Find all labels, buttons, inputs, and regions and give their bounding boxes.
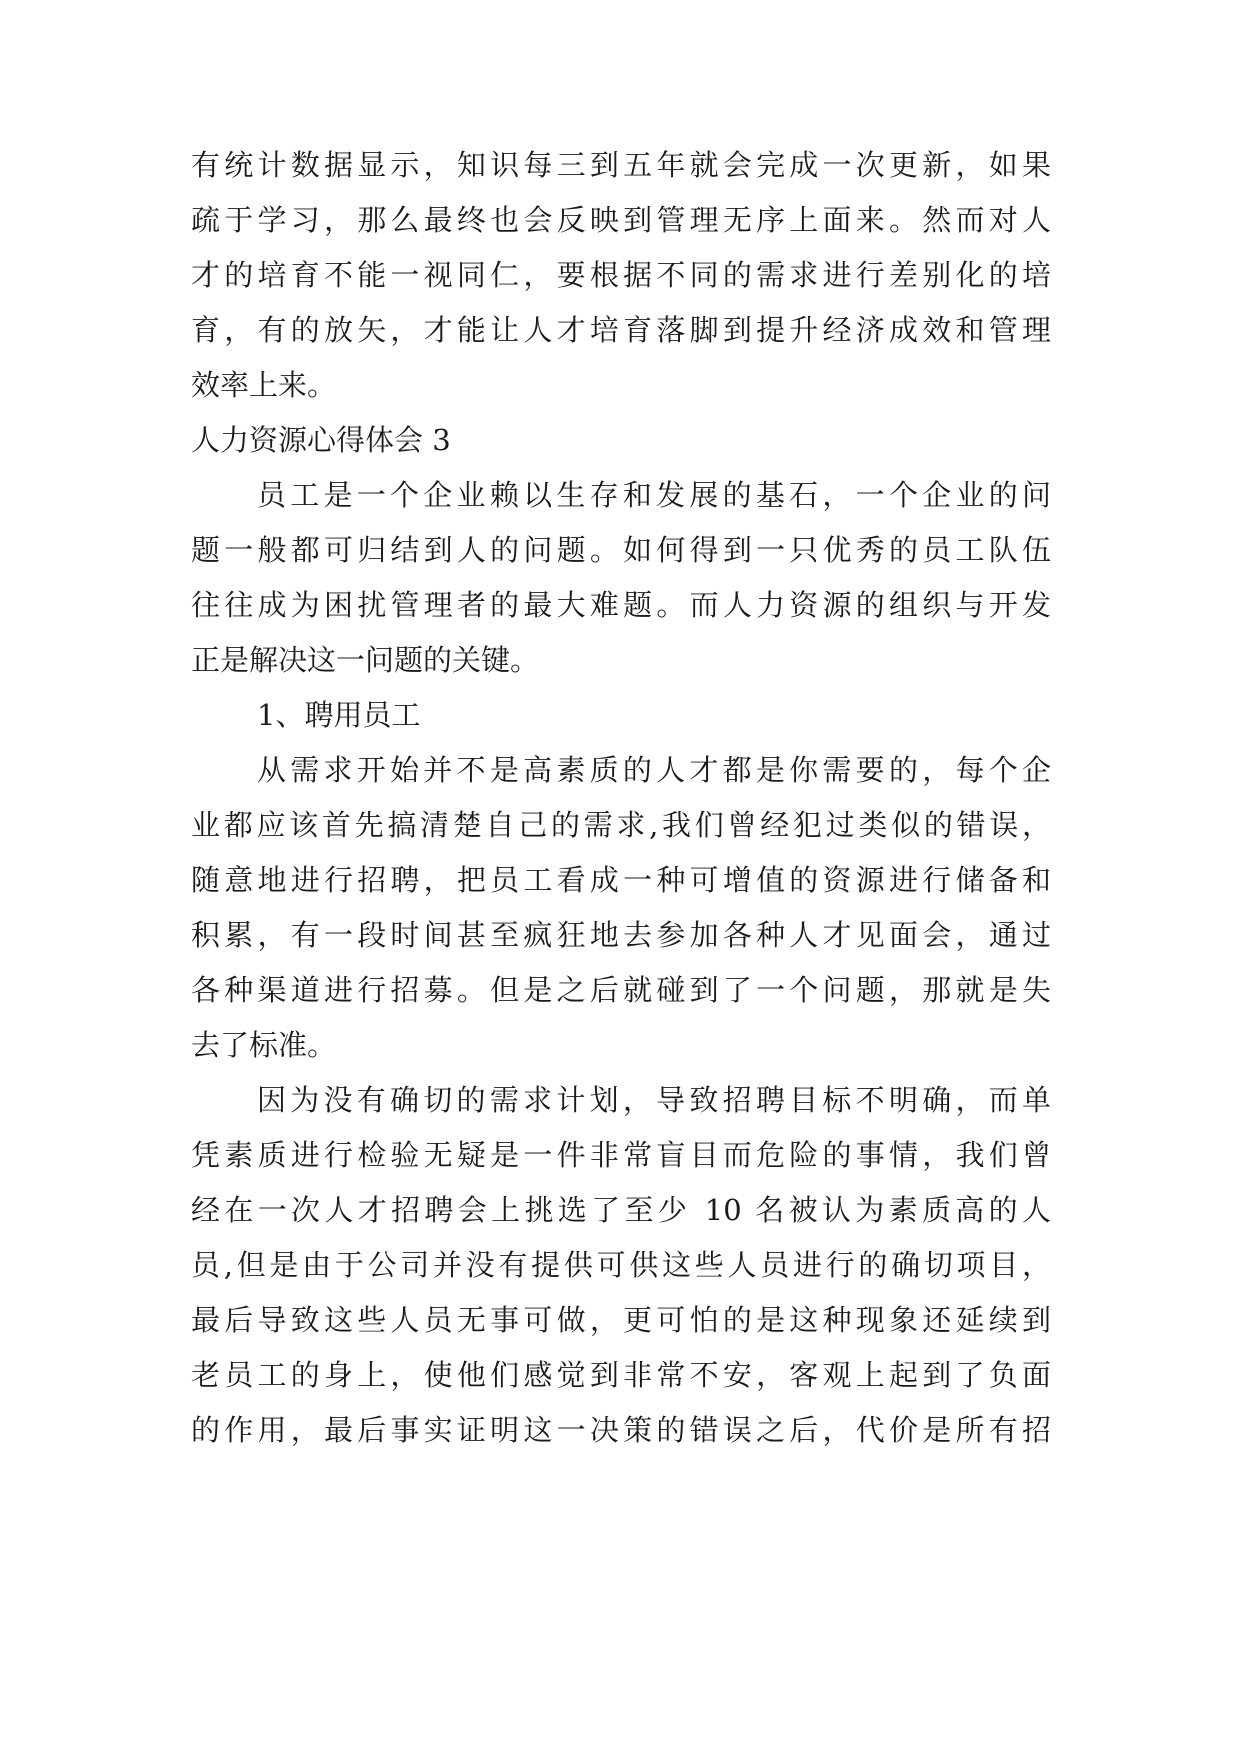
paragraph-line: 去了标准。 (191, 1028, 337, 1062)
paragraph-line: 老员工的身上，使他们感觉到非常不安，客观上起到了负面 (191, 1358, 1051, 1392)
paragraph-line: 正是解决这一问题的关键。 (191, 643, 540, 677)
paragraph-line: 题一般都可归结到人的问题。如何得到一只优秀的员工队伍 (191, 533, 1051, 567)
paragraph-line: 的作用，最后事实证明这一决策的错误之后，代价是所有招 (191, 1413, 1051, 1447)
paragraph-line: 凭素质进行检验无疑是一件非常盲目而危险的事情，我们曾 (191, 1138, 1051, 1172)
paragraph-line: 随意地进行招聘，把员工看成一种可增值的资源进行储备和 (191, 863, 1051, 897)
paragraph-line: 有统计数据显示，知识每三到五年就会完成一次更新，如果 (191, 148, 1051, 182)
paragraph-line: 最后导致这些人员无事可做，更可怕的是这种现象还延续到 (191, 1303, 1051, 1337)
paragraph-line: 员工是一个企业赖以生存和发展的基石，一个企业的问 (257, 478, 1051, 512)
paragraph-line: 业都应该首先搞清楚自己的需求,我们曾经犯过类似的错误， (191, 808, 1051, 842)
paragraph-line: 经在一次人才招聘会上挑选了至少 10 名被认为素质高的人 (191, 1193, 1051, 1227)
paragraph-line: 从需求开始并不是高素质的人才都是你需要的，每个企 (257, 753, 1051, 787)
paragraph-line: 员,但是由于公司并没有提供可供这些人员进行的确切项目， (191, 1248, 1051, 1282)
section-title: 人力资源心得体会 3 (191, 423, 451, 457)
paragraph-line: 各种渠道进行招募。但是之后就碰到了一个问题，那就是失 (191, 973, 1051, 1007)
paragraph-line: 往往成为困扰管理者的最大难题。而人力资源的组织与开发 (191, 588, 1051, 622)
subheading: 1、聘用员工 (257, 698, 421, 732)
paragraph-line: 才的培育不能一视同仁，要根据不同的需求进行差别化的培 (191, 258, 1051, 292)
paragraph-line: 积累，有一段时间甚至疯狂地去参加各种人才见面会，通过 (191, 918, 1051, 952)
paragraph-line: 因为没有确切的需求计划，导致招聘目标不明确，而单 (257, 1083, 1051, 1117)
paragraph-line: 疏于学习，那么最终也会反映到管理无序上面来。然而对人 (191, 203, 1051, 237)
paragraph-line: 效率上来。 (191, 368, 337, 402)
paragraph-line: 育，有的放矢，才能让人才培育落脚到提升经济成效和管理 (191, 313, 1051, 347)
